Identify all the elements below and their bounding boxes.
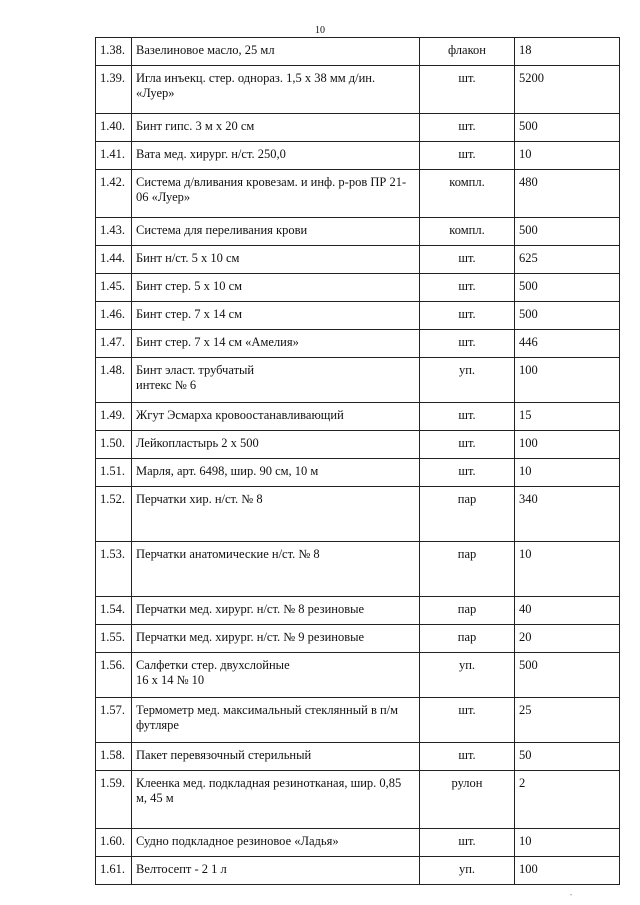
item-unit: шт.	[420, 142, 515, 170]
item-unit: пар	[420, 487, 515, 542]
table-row	[96, 487, 620, 542]
row-number: 1.38.	[96, 38, 132, 66]
table-row	[96, 653, 620, 698]
item-quantity: 40	[515, 597, 620, 625]
item-name: Перчатки анатомические н/ст. № 8	[132, 542, 420, 597]
item-name: Судно подкладное резиновое «Ладья»	[132, 829, 420, 857]
table-row	[96, 431, 620, 459]
table-row	[96, 218, 620, 246]
item-unit: шт.	[420, 246, 515, 274]
item-name: Игла инъекц. стер. однораз. 1,5 х 38 мм д/ин. «Луер»	[132, 66, 420, 114]
item-quantity: 100	[515, 857, 620, 885]
item-quantity: 25	[515, 698, 620, 743]
item-unit: шт.	[420, 66, 515, 114]
item-quantity: 500	[515, 653, 620, 698]
page-number: 10	[315, 25, 325, 36]
row-number: 1.54.	[96, 597, 132, 625]
table-row	[96, 246, 620, 274]
table-row	[96, 857, 620, 885]
item-quantity: 340	[515, 487, 620, 542]
table-row	[96, 142, 620, 170]
row-number: 1.51.	[96, 459, 132, 487]
item-unit: компл.	[420, 218, 515, 246]
row-number: 1.49.	[96, 403, 132, 431]
row-number: 1.53.	[96, 542, 132, 597]
item-quantity: 18	[515, 38, 620, 66]
item-name: Жгут Эсмарха кровоостанавливающий	[132, 403, 420, 431]
table-row	[96, 170, 620, 218]
supplies-table	[95, 37, 620, 885]
row-number: 1.50.	[96, 431, 132, 459]
row-number: 1.43.	[96, 218, 132, 246]
item-quantity: 446	[515, 330, 620, 358]
table-row	[96, 66, 620, 114]
item-quantity: 10	[515, 459, 620, 487]
item-name: Перчатки мед. хирург. н/ст. № 8 резиновые	[132, 597, 420, 625]
item-unit: флакон	[420, 38, 515, 66]
item-quantity: 5200	[515, 66, 620, 114]
item-quantity: 625	[515, 246, 620, 274]
item-name: Вата мед. хирург. н/ст. 250,0	[132, 142, 420, 170]
item-quantity: 10	[515, 142, 620, 170]
item-name: Клеенка мед. подкладная резинотканая, шир. 0,85 м, 45 м	[132, 771, 420, 829]
item-quantity: 2	[515, 771, 620, 829]
item-name: Вазелиновое масло, 25 мл	[132, 38, 420, 66]
row-number: 1.58.	[96, 743, 132, 771]
item-name: Бинт стер. 7 х 14 см «Амелия»	[132, 330, 420, 358]
row-number: 1.60.	[96, 829, 132, 857]
item-name: Салфетки стер. двухслойные 16 х 14 № 10	[132, 653, 420, 698]
item-name: Перчатки хир. н/ст. № 8	[132, 487, 420, 542]
table-row	[96, 597, 620, 625]
table-row	[96, 302, 620, 330]
row-number: 1.46.	[96, 302, 132, 330]
item-quantity: 500	[515, 218, 620, 246]
row-number: 1.61.	[96, 857, 132, 885]
item-quantity: 15	[515, 403, 620, 431]
row-number: 1.57.	[96, 698, 132, 743]
item-name: Перчатки мед. хирург. н/ст. № 9 резиновые	[132, 625, 420, 653]
item-name: Система д/вливания кровезам. и инф. р-ров ПР 21-06 «Луер»	[132, 170, 420, 218]
item-name: Марля, арт. 6498, шир. 90 см, 10 м	[132, 459, 420, 487]
item-unit: шт.	[420, 330, 515, 358]
item-unit: шт.	[420, 459, 515, 487]
item-unit: шт.	[420, 114, 515, 142]
row-number: 1.39.	[96, 66, 132, 114]
supplies-table-body	[96, 38, 620, 885]
item-name: Термометр мед. максимальный стеклянный в п/м футляре	[132, 698, 420, 743]
item-unit: шт.	[420, 431, 515, 459]
table-row	[96, 829, 620, 857]
item-unit: рулон	[420, 771, 515, 829]
row-number: 1.47.	[96, 330, 132, 358]
table-row	[96, 698, 620, 743]
item-quantity: 50	[515, 743, 620, 771]
item-quantity: 500	[515, 274, 620, 302]
table-row	[96, 459, 620, 487]
row-number: 1.52.	[96, 487, 132, 542]
item-unit: пар	[420, 597, 515, 625]
item-name: Система для переливания крови	[132, 218, 420, 246]
row-number: 1.41.	[96, 142, 132, 170]
table-row	[96, 771, 620, 829]
table-row	[96, 743, 620, 771]
item-unit: уп.	[420, 653, 515, 698]
row-number: 1.48.	[96, 358, 132, 403]
item-unit: пар	[420, 542, 515, 597]
item-name: Лейкопластырь 2 х 500	[132, 431, 420, 459]
row-number: 1.55.	[96, 625, 132, 653]
item-name: Велтосепт - 2 1 л	[132, 857, 420, 885]
item-quantity: 100	[515, 431, 620, 459]
item-quantity: 500	[515, 302, 620, 330]
table-row	[96, 114, 620, 142]
item-unit: пар	[420, 625, 515, 653]
row-number: 1.59.	[96, 771, 132, 829]
item-quantity: 100	[515, 358, 620, 403]
item-quantity: 500	[515, 114, 620, 142]
item-quantity: 20	[515, 625, 620, 653]
item-unit: уп.	[420, 358, 515, 403]
table-row	[96, 358, 620, 403]
item-unit: шт.	[420, 743, 515, 771]
row-number: 1.40.	[96, 114, 132, 142]
item-name: Бинт н/ст. 5 х 10 см	[132, 246, 420, 274]
item-unit: шт.	[420, 403, 515, 431]
table-row	[96, 38, 620, 66]
row-number: 1.42.	[96, 170, 132, 218]
item-name: Бинт стер. 7 х 14 см	[132, 302, 420, 330]
item-unit: шт.	[420, 274, 515, 302]
item-quantity: 480	[515, 170, 620, 218]
item-unit: шт.	[420, 302, 515, 330]
item-unit: шт.	[420, 698, 515, 743]
item-unit: компл.	[420, 170, 515, 218]
item-name: Пакет перевязочный стерильный	[132, 743, 420, 771]
row-number: 1.44.	[96, 246, 132, 274]
item-unit: уп.	[420, 857, 515, 885]
item-name: Бинт гипс. 3 м х 20 см	[132, 114, 420, 142]
scan-mark: •	[570, 893, 573, 899]
table-row	[96, 542, 620, 597]
item-quantity: 10	[515, 829, 620, 857]
row-number: 1.45.	[96, 274, 132, 302]
table-row	[96, 274, 620, 302]
item-unit: шт.	[420, 829, 515, 857]
item-name: Бинт эласт. трубчатый интекс № 6	[132, 358, 420, 403]
row-number: 1.56.	[96, 653, 132, 698]
table-row	[96, 403, 620, 431]
item-name: Бинт стер. 5 х 10 см	[132, 274, 420, 302]
item-quantity: 10	[515, 542, 620, 597]
table-row	[96, 330, 620, 358]
table-row	[96, 625, 620, 653]
